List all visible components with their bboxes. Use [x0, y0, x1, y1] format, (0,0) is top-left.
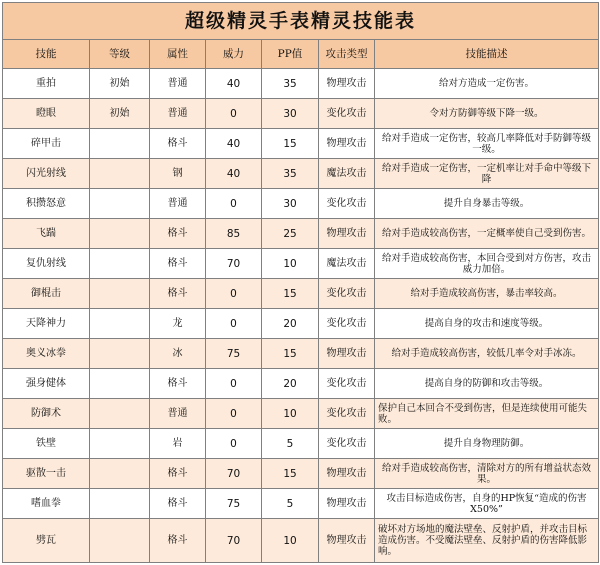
skill-attribute-cell: 格斗: [150, 489, 206, 519]
table-row: [3, 279, 599, 309]
header-level: 等级: [90, 40, 150, 69]
skill-level-cell: [90, 429, 150, 459]
skill-description-cell: 提升自身暴击等级。: [375, 189, 599, 219]
skill-name-cell: 劈瓦: [3, 519, 90, 563]
skill-pp-cell: 25: [262, 219, 319, 249]
skill-level-cell: 初始: [90, 99, 150, 129]
skill-sheet: [2, 2, 598, 563]
skill-description-cell: 攻击目标造成伤害，自身的HP恢复“造成的伤害X50%”: [375, 489, 599, 519]
skill-power-cell: 0: [206, 399, 262, 429]
table-row: [3, 249, 599, 279]
skill-attack-type-cell: 魔法攻击: [319, 159, 375, 189]
skill-name-cell: 御棍击: [3, 279, 90, 309]
skill-power-cell: 70: [206, 519, 262, 563]
header-attack-type: 攻击类型: [319, 40, 375, 69]
skill-attack-type-cell: 物理攻击: [319, 129, 375, 159]
skill-power-cell: 0: [206, 189, 262, 219]
skill-attribute-cell: 龙: [150, 309, 206, 339]
header-row: [3, 40, 599, 69]
skill-attack-type-cell: 变化攻击: [319, 399, 375, 429]
skill-pp-cell: 10: [262, 519, 319, 563]
skill-pp-cell: 30: [262, 189, 319, 219]
skill-attack-type-cell: 变化攻击: [319, 99, 375, 129]
skill-description-cell: 给对手造成较高伤害，清除对方的所有增益状态效果。: [375, 459, 599, 489]
skill-attack-type-cell: 物理攻击: [319, 459, 375, 489]
skill-attribute-cell: 普通: [150, 399, 206, 429]
skill-attribute-cell: 格斗: [150, 219, 206, 249]
skill-attack-type-cell: 物理攻击: [319, 219, 375, 249]
skill-pp-cell: 35: [262, 159, 319, 189]
skill-description-cell: 保护自己本回合不受到伤害，但是连续使用可能失败。: [375, 399, 599, 429]
skill-pp-cell: 5: [262, 489, 319, 519]
skill-attack-type-cell: 魔法攻击: [319, 249, 375, 279]
skill-name-cell: 重拍: [3, 69, 90, 99]
skill-power-cell: 0: [206, 429, 262, 459]
skill-attack-type-cell: 物理攻击: [319, 519, 375, 563]
skill-level-cell: [90, 519, 150, 563]
skill-name-cell: 铁壁: [3, 429, 90, 459]
skill-description-cell: 给对手造成一定伤害，较高几率降低对手防御等级一级。: [375, 129, 599, 159]
skill-power-cell: 0: [206, 279, 262, 309]
skill-power-cell: 0: [206, 369, 262, 399]
skill-name-cell: 嗜血拳: [3, 489, 90, 519]
skill-name-cell: 驱散一击: [3, 459, 90, 489]
skill-power-cell: 75: [206, 339, 262, 369]
skill-level-cell: [90, 219, 150, 249]
table-row: [3, 519, 599, 563]
skill-pp-cell: 15: [262, 459, 319, 489]
skill-pp-cell: 20: [262, 309, 319, 339]
skill-level-cell: [90, 279, 150, 309]
sheet-title: 超级精灵手表精灵技能表: [3, 3, 599, 40]
header-pp: PP值: [262, 40, 319, 69]
skill-name-cell: 复仇射线: [3, 249, 90, 279]
skill-description-cell: 提升自身物理防御。: [375, 429, 599, 459]
skill-description-cell: 给对方造成一定伤害。: [375, 69, 599, 99]
skill-level-cell: [90, 249, 150, 279]
skill-attribute-cell: 普通: [150, 69, 206, 99]
skill-attribute-cell: 格斗: [150, 249, 206, 279]
skill-level-cell: [90, 399, 150, 429]
skill-pp-cell: 5: [262, 429, 319, 459]
skill-name-cell: 天降神力: [3, 309, 90, 339]
skill-power-cell: 85: [206, 219, 262, 249]
skill-attribute-cell: 格斗: [150, 279, 206, 309]
skill-table: [2, 2, 599, 563]
skill-description-cell: 提高自身的攻击和速度等级。: [375, 309, 599, 339]
header-skill: 技能: [3, 40, 90, 69]
skill-power-cell: 40: [206, 69, 262, 99]
skill-attack-type-cell: 变化攻击: [319, 189, 375, 219]
skill-pp-cell: 30: [262, 99, 319, 129]
skill-attack-type-cell: 变化攻击: [319, 279, 375, 309]
skill-pp-cell: 10: [262, 399, 319, 429]
header-power: 威力: [206, 40, 262, 69]
skill-description-cell: 提高自身的防御和攻击等级。: [375, 369, 599, 399]
skill-description-cell: 给对手造成较高伤害，本回合受到对方伤害，攻击威力加倍。: [375, 249, 599, 279]
skill-attack-type-cell: 变化攻击: [319, 429, 375, 459]
skill-name-cell: 飞踹: [3, 219, 90, 249]
skill-attack-type-cell: 变化攻击: [319, 369, 375, 399]
skill-level-cell: [90, 459, 150, 489]
skill-level-cell: [90, 129, 150, 159]
skill-pp-cell: 35: [262, 69, 319, 99]
table-row: [3, 399, 599, 429]
skill-level-cell: [90, 489, 150, 519]
skill-name-cell: 碎甲击: [3, 129, 90, 159]
skill-pp-cell: 15: [262, 129, 319, 159]
table-row: [3, 99, 599, 129]
table-row: [3, 459, 599, 489]
table-row: [3, 489, 599, 519]
skill-attack-type-cell: 变化攻击: [319, 309, 375, 339]
skill-name-cell: 防御术: [3, 399, 90, 429]
skill-attribute-cell: 冰: [150, 339, 206, 369]
skill-level-cell: 初始: [90, 69, 150, 99]
skill-description-cell: 给对手造成较高伤害，一定概率使自己受到伤害。: [375, 219, 599, 249]
skill-attribute-cell: 岩: [150, 429, 206, 459]
skill-power-cell: 40: [206, 129, 262, 159]
table-row: [3, 339, 599, 369]
skill-power-cell: 75: [206, 489, 262, 519]
skill-attack-type-cell: 物理攻击: [319, 69, 375, 99]
skill-name-cell: 奥义冰拳: [3, 339, 90, 369]
table-row: [3, 369, 599, 399]
skill-power-cell: 70: [206, 459, 262, 489]
skill-level-cell: [90, 339, 150, 369]
table-row: [3, 129, 599, 159]
skill-description-cell: 破坏对方场地的魔法壁垒、反射护盾，并攻击目标造成伤害。不受魔法壁垒、反射护盾的伤害降低影响。: [375, 519, 599, 563]
skill-attribute-cell: 钢: [150, 159, 206, 189]
skill-pp-cell: 15: [262, 339, 319, 369]
skill-pp-cell: 15: [262, 279, 319, 309]
skill-name-cell: 闪光射线: [3, 159, 90, 189]
skill-attack-type-cell: 物理攻击: [319, 489, 375, 519]
table-row: [3, 159, 599, 189]
skill-power-cell: 40: [206, 159, 262, 189]
header-description: 技能描述: [375, 40, 599, 69]
skill-attribute-cell: 格斗: [150, 459, 206, 489]
skill-description-cell: 给对手造成较高伤害，较低几率令对手冰冻。: [375, 339, 599, 369]
skill-level-cell: [90, 159, 150, 189]
skill-attack-type-cell: 物理攻击: [319, 339, 375, 369]
skill-pp-cell: 20: [262, 369, 319, 399]
skill-name-cell: 强身健体: [3, 369, 90, 399]
table-row: [3, 69, 599, 99]
header-attribute: 属性: [150, 40, 206, 69]
skill-attribute-cell: 格斗: [150, 369, 206, 399]
skill-level-cell: [90, 309, 150, 339]
table-row: [3, 189, 599, 219]
skill-pp-cell: 10: [262, 249, 319, 279]
skill-description-cell: 给对手造成一定伤害，一定机率让对手命中等级下降: [375, 159, 599, 189]
skill-name-cell: 瞪眼: [3, 99, 90, 129]
skill-power-cell: 0: [206, 309, 262, 339]
skill-attribute-cell: 普通: [150, 189, 206, 219]
skill-level-cell: [90, 369, 150, 399]
skill-attribute-cell: 普通: [150, 99, 206, 129]
table-row: [3, 429, 599, 459]
table-row: [3, 219, 599, 249]
skill-name-cell: 积攒怒意: [3, 189, 90, 219]
skill-attribute-cell: 格斗: [150, 129, 206, 159]
skill-description-cell: 令对方防御等级下降一级。: [375, 99, 599, 129]
table-row: [3, 309, 599, 339]
skill-description-cell: 给对手造成较高伤害，暴击率较高。: [375, 279, 599, 309]
skill-power-cell: 70: [206, 249, 262, 279]
skill-power-cell: 0: [206, 99, 262, 129]
skill-attribute-cell: 格斗: [150, 519, 206, 563]
skill-level-cell: [90, 189, 150, 219]
